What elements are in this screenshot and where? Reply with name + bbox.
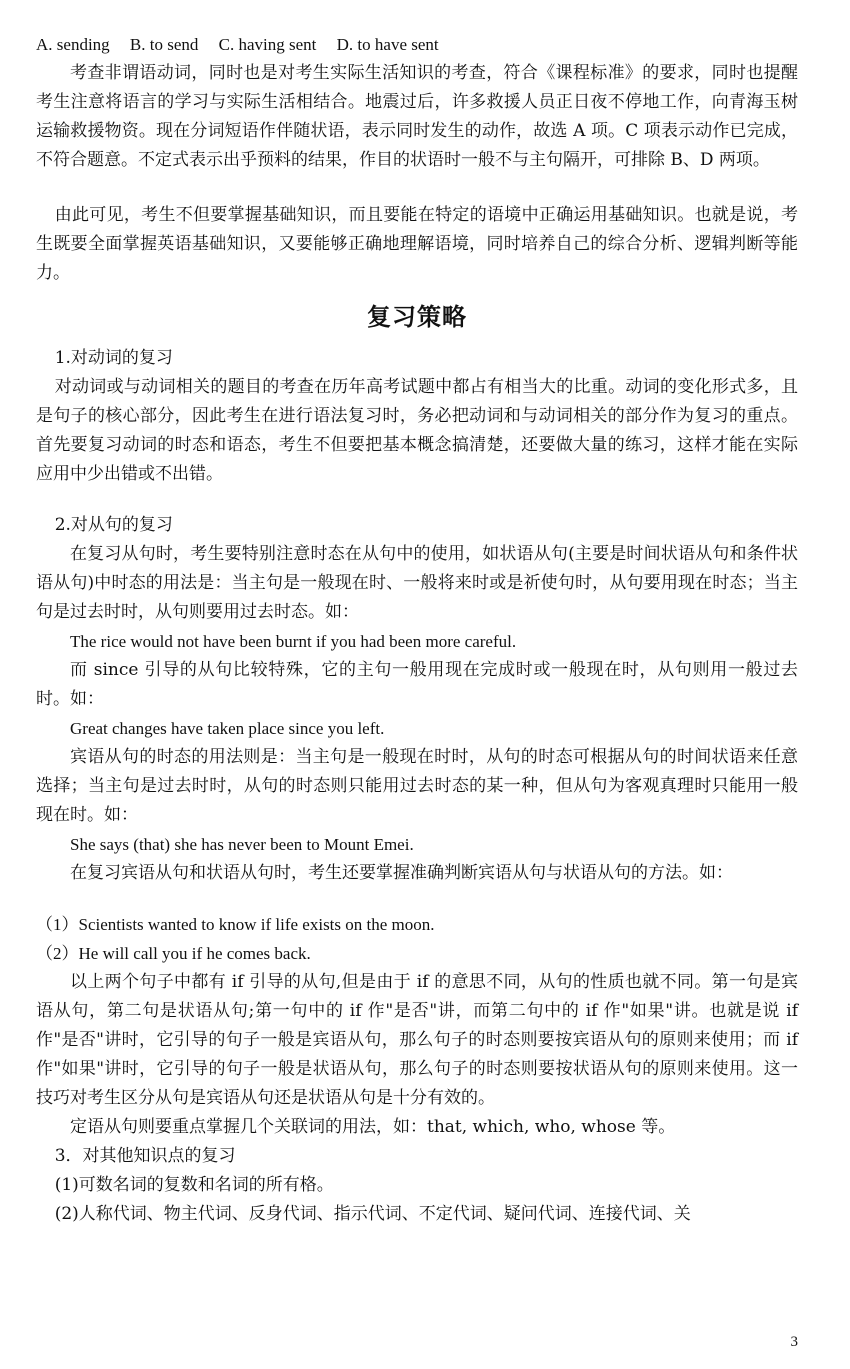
example-sentence-2: Great changes have taken place since you left. bbox=[70, 719, 385, 738]
section-2-paragraph-4: 在复习宾语从句和状语从句时，考生还要掌握准确判断宾语从句与状语从句的方法。如： bbox=[70, 863, 733, 883]
example-sentence-1: The rice would not have been burnt if you had been more careful. bbox=[70, 632, 517, 651]
section-title: 复习策略 bbox=[367, 303, 467, 331]
numbered-example-2: （2）He will call you if he comes back. bbox=[36, 944, 311, 963]
section-2-paragraph-5: 以上两个句子中都有 if 引导的从句,但是由于 if 的意思不同，从句的性质也就不同。第一句是宾语从句，第二句是状语从句;第一句中的 if 作"是否"讲，而第二句中的 if 作"如果"讲。也就是说 if 作"是否"讲时，它引导的句子一般是宾语从句，那么句子的时态则要按宾语从句的原则来使用；而 if 作"如果"讲时，它引导的句子一般是状语从句，那么句子的时态则要按状语从句的原则来使用。这一技巧对考生区分从句是宾语从句还是状语从句是十分有效的。 bbox=[36, 972, 798, 1108]
section-2-paragraph-6: 定语从句则要重点掌握几个关联词的用法，如：that, which, who, whose 等。 bbox=[70, 1117, 676, 1137]
section-3-item-1: (1)可数名词的复数和名词的所有格。 bbox=[54, 1175, 334, 1195]
option-b: B. to send bbox=[129, 35, 199, 54]
section-3-heading: 3．对其他知识点的复习 bbox=[54, 1146, 236, 1166]
page-number: 3 bbox=[790, 1334, 798, 1350]
page-content bbox=[36, 30, 798, 1229]
summary-paragraph: 由此可见，考生不但要掌握基础知识，而且要能在特定的语境中正确运用基础知识。也就是说，考生既要全面掌握英语基础知识，又要能够正确地理解语境，同时培养自己的综合分析、逻辑判断等能力。 bbox=[36, 205, 798, 283]
numbered-example-1: （1）Scientists wanted to know if life exists on the moon. bbox=[36, 915, 435, 934]
option-d: D. to have sent bbox=[336, 35, 439, 54]
option-c: C. having sent bbox=[218, 35, 317, 54]
explanation-paragraph: 考查非谓语动词，同时也是对考生实际生活知识的考查，符合《课程标准》的要求，同时也提醒考生注意将语言的学习与实际生活相结合。地震过后，许多救援人员正日夜不停地工作，向青海玉树运输救援物资。现在分词短语作伴随状语，表示同时发生的动作，故选 A 项。C 项表示动作已完成，不符合题意。不定式表示出乎预料的结果，作目的状语时一般不与主句隔开，可排除 B、D 两项。 bbox=[36, 63, 798, 170]
section-1-body: 对动词或与动词相关的题目的考查在历年高考试题中都占有相当大的比重。动词的变化形式多，且是句子的核心部分，因此考生在进行语法复习时，务必把动词和与动词相关的部分作为复习的重点。首先要复习动词的时态和语态，考生不但要把基本概念搞清楚，还要做大量的练习，这样才能在实际应用中少出错或不出错。 bbox=[36, 377, 798, 484]
section-2-paragraph-2: 而 since 引导的从句比较特殊，它的主句一般用现在完成时或一般现在时，从句则用一般过去时。如： bbox=[36, 660, 798, 709]
option-a: A. sending bbox=[36, 35, 110, 54]
example-sentence-3: She says (that) she has never been to Mount Emei. bbox=[70, 835, 414, 854]
answer-options bbox=[36, 30, 798, 59]
section-3-item-2: (2)人称代词、物主代词、反身代词、指示代词、不定代词、疑问代词、连接代词、关 bbox=[54, 1204, 691, 1224]
section-2-paragraph-3: 宾语从句的时态的用法则是：当主句是一般现在时时，从句的时态可根据从句的时间状语来任意选择；当主句是过去时时，从句的时态则只能用过去时态的某一种，但从句为客观真理时只能用一般现在时。如： bbox=[36, 747, 798, 825]
section-2-heading: 2.对从句的复习 bbox=[54, 515, 173, 535]
section-2-paragraph-1: 在复习从句时，考生要特别注意时态在从句中的使用，如状语从句(主要是时间状语从句和条件状语从句)中时态的用法是：当主句是一般现在时、一般将来时或是祈使句时，从句要用现在时态；当主句是过去时时，从句则要用过去时态。如： bbox=[36, 544, 798, 622]
section-1-heading: 1.对动词的复习 bbox=[54, 348, 173, 368]
